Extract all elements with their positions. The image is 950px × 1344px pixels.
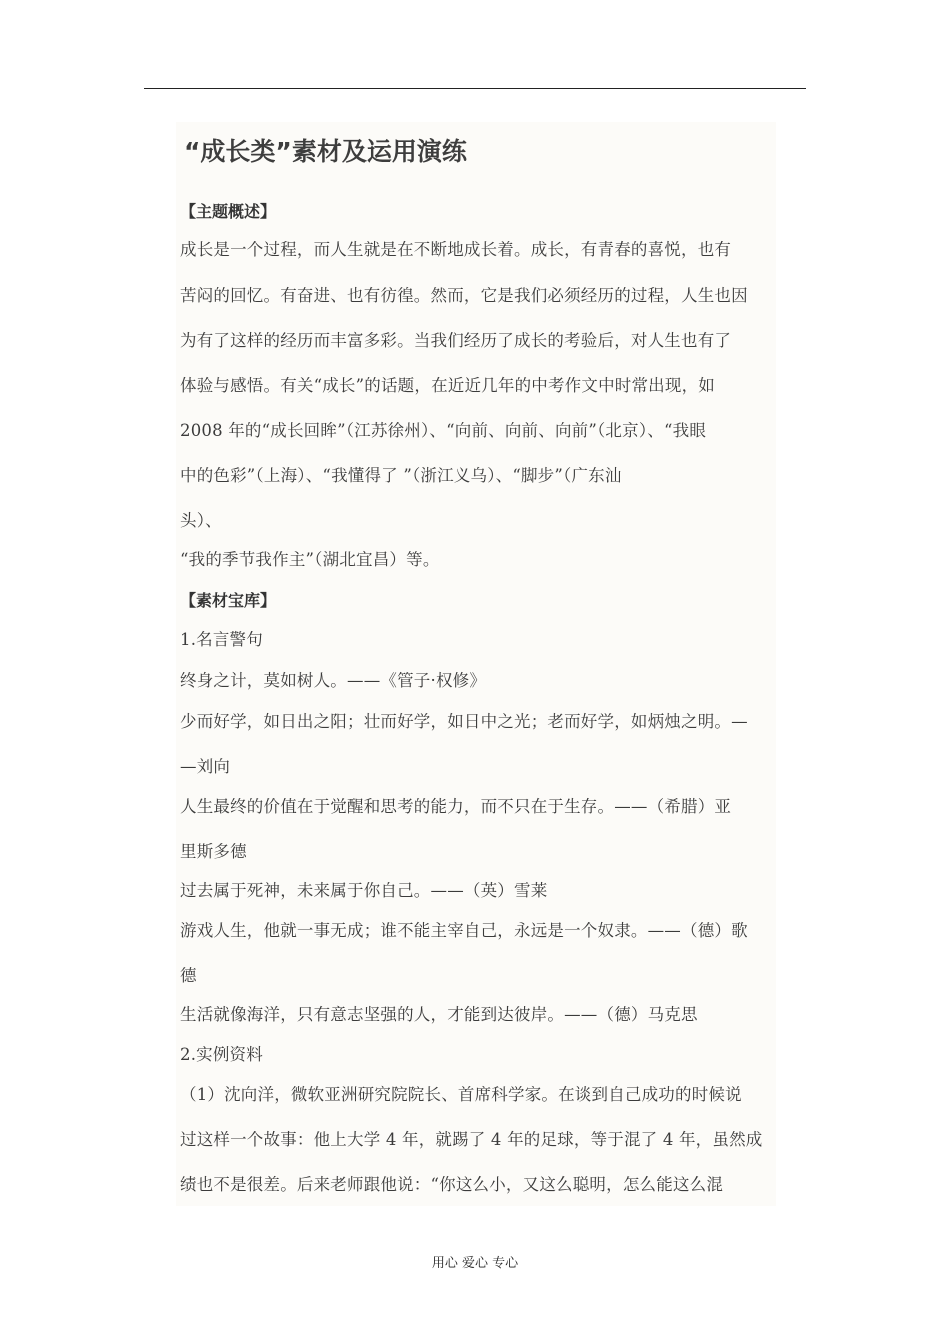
materials-line: 少而好学，如日出之阳；壮而好学，如日中之光；老而好学，如炳烛之明。— — [180, 712, 748, 731]
overview-line: “我的季节我作主”（湖北宜昌）等。 — [180, 550, 440, 569]
materials-line: 过这样一个故事：他上大学 4 年，就踢了 4 年的足球，等于混了 4 年，虽然成 — [180, 1130, 763, 1149]
overview-line: 体验与感悟。有关“成长”的话题，在近近几年的中考作文中时常出现，如 — [180, 376, 715, 395]
overview-line: 中的色彩”（上海）、“我懂得了 ”（浙江义乌）、“脚步”（广东汕 — [180, 466, 622, 485]
materials-line: 终身之计，莫如树人。——《管子·权修》 — [180, 671, 487, 690]
overview-line: 2008 年的“成长回眸”（江苏徐州）、“向前、向前、向前”（北京）、“我眼 — [180, 421, 707, 440]
materials-line: 2.实例资料 — [180, 1045, 263, 1064]
overview-line: 苦闷的回忆。有奋进、也有彷徨。然而，它是我们必须经历的过程，人生也因 — [180, 286, 748, 305]
materials-line: 里斯多德 — [180, 842, 247, 861]
overview-line: 头）、 — [180, 511, 222, 530]
document-title: “成长类”素材及运用演练 — [184, 137, 467, 166]
materials-line: （1）沈向洋，微软亚洲研究院院长、首席科学家。在谈到自己成功的时候说 — [180, 1085, 742, 1104]
materials-line: —刘向 — [180, 757, 231, 776]
materials-line: 游戏人生，他就一事无成；谁不能主宰自己，永远是一个奴隶。——（德）歌 — [180, 921, 748, 940]
materials-line: 德 — [180, 966, 197, 985]
page-footer: 用心 爱心 专心 — [431, 1256, 519, 1271]
section-heading-overview: 【主题概述】 — [180, 202, 277, 221]
section-heading-materials: 【素材宝库】 — [180, 591, 277, 610]
materials-line: 生活就像海洋，只有意志坚强的人，才能到达彼岸。——（德）马克思 — [180, 1005, 698, 1024]
materials-line: 人生最终的价值在于觉醒和思考的能力，而不只在于生存。——（希腊）亚 — [180, 797, 732, 816]
header-rule — [144, 88, 806, 89]
overview-line: 成长是一个过程，而人生就是在不断地成长着。成长，有青春的喜悦，也有 — [180, 240, 732, 259]
materials-line: 过去属于死神，未来属于你自己。——（英）雪莱 — [180, 881, 548, 900]
overview-line: 为有了这样的经历而丰富多彩。当我们经历了成长的考验后，对人生也有了 — [180, 331, 732, 350]
materials-line: 1.名言警句 — [180, 630, 263, 649]
materials-line: 绩也不是很差。后来老师跟他说：“你这么小，又这么聪明，怎么能这么混 — [180, 1175, 724, 1194]
